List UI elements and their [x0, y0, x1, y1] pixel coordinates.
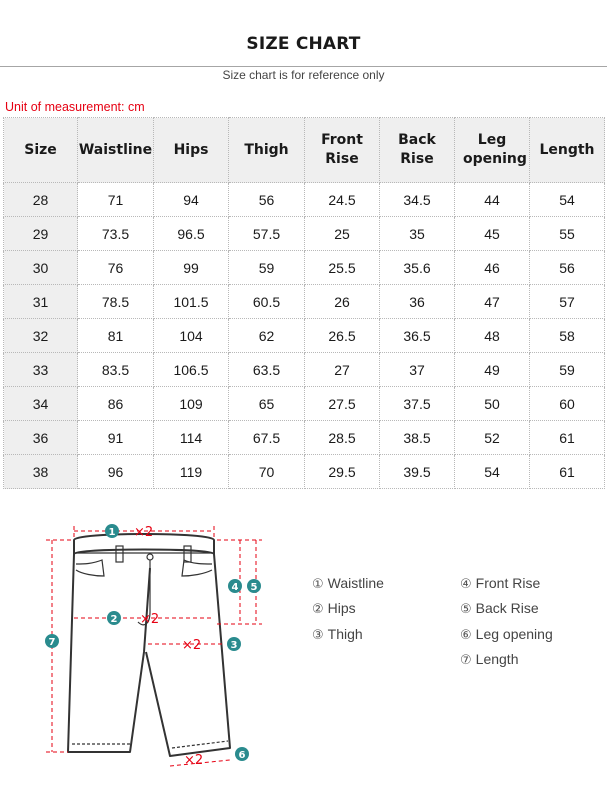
measurement-cell: 49 [455, 353, 530, 387]
marker-2-icon [107, 611, 121, 625]
measurement-cell: 83.5 [78, 353, 154, 387]
measurement-cell: 57.5 [229, 217, 305, 251]
table-row [4, 251, 605, 285]
measurement-cell: 54 [530, 183, 605, 217]
measurement-cell: 47 [455, 285, 530, 319]
size-cell: 36 [4, 421, 78, 455]
measurement-cell: 46 [455, 251, 530, 285]
measurement-cell: 99 [154, 251, 229, 285]
size-cell: 34 [4, 387, 78, 421]
legend-item-waistline: ① Waistline [312, 575, 384, 592]
measurement-cell: 63.5 [229, 353, 305, 387]
measurement-cell: 73.5 [78, 217, 154, 251]
size-cell: 33 [4, 353, 78, 387]
column-header-leg-opening: Leg opening [455, 118, 530, 183]
measurement-cell: 52 [455, 421, 530, 455]
table-row [4, 183, 605, 217]
measurement-cell: 37.5 [380, 387, 455, 421]
svg-text:4: 4 [231, 582, 239, 593]
size-cell: 30 [4, 251, 78, 285]
measurement-cell: 114 [154, 421, 229, 455]
svg-text:2: 2 [110, 614, 118, 625]
svg-text:7: 7 [48, 637, 56, 648]
measurement-cell: 44 [455, 183, 530, 217]
measurement-cell: 60.5 [229, 285, 305, 319]
size-cell: 38 [4, 455, 78, 489]
measurement-cell: 50 [455, 387, 530, 421]
legend-item-hips: ② Hips [312, 600, 356, 617]
measurement-cell: 81 [78, 319, 154, 353]
measurement-cell: 59 [229, 251, 305, 285]
measurement-cell: 25.5 [305, 251, 380, 285]
column-header-length: Length [530, 118, 605, 183]
measurement-cell: 39.5 [380, 455, 455, 489]
measurement-cell: 24.5 [305, 183, 380, 217]
measurement-cell: 65 [229, 387, 305, 421]
svg-text:3: 3 [230, 640, 238, 651]
legend-item-thigh: ③ Thigh [312, 626, 363, 643]
measurement-cell: 61 [530, 421, 605, 455]
measurement-cell: 55 [530, 217, 605, 251]
legend-item-length: ⑦ Length [460, 651, 519, 668]
marker-3-icon [227, 637, 241, 651]
table-row [4, 455, 605, 489]
measurement-cell: 26.5 [305, 319, 380, 353]
unit-note: Unit of measurement: cm [5, 100, 145, 114]
measurement-cell: 48 [455, 319, 530, 353]
measurement-cell: 71 [78, 183, 154, 217]
column-header-thigh: Thigh [229, 118, 305, 183]
measurement-cell: 35.6 [380, 251, 455, 285]
column-header-front-rise: Front Rise [305, 118, 380, 183]
page-title: SIZE CHART [246, 34, 361, 54]
measurement-cell: 67.5 [229, 421, 305, 455]
measurement-cell: 86 [78, 387, 154, 421]
measurement-cell: 60 [530, 387, 605, 421]
belt-loop-left [116, 546, 123, 562]
measurement-cell: 25 [305, 217, 380, 251]
size-cell: 31 [4, 285, 78, 319]
measurement-cell: 26 [305, 285, 380, 319]
measurement-cell: 104 [154, 319, 229, 353]
table-header-row [4, 118, 605, 183]
multiplier-hips: ×2 [140, 612, 160, 627]
measurement-cell: 94 [154, 183, 229, 217]
column-header-back-rise: Back Rise [380, 118, 455, 183]
svg-text:1: 1 [108, 527, 116, 538]
size-cell: 28 [4, 183, 78, 217]
right-leg-shape [146, 554, 230, 756]
measurement-cell: 57 [530, 285, 605, 319]
pants-diagram [22, 512, 272, 780]
measurement-cell: 96 [78, 455, 154, 489]
marker-4-icon [228, 579, 242, 593]
measurement-cell: 36.5 [380, 319, 455, 353]
marker-6-icon [235, 747, 249, 761]
size-cell: 29 [4, 217, 78, 251]
size-table [3, 117, 605, 489]
measurement-cell: 106.5 [154, 353, 229, 387]
measurement-cell: 76 [78, 251, 154, 285]
table-row [4, 217, 605, 251]
multiplier-thigh: ×2 [182, 638, 202, 653]
measurement-cell: 70 [229, 455, 305, 489]
measurement-cell: 62 [229, 319, 305, 353]
measurement-cell: 109 [154, 387, 229, 421]
marker-5-icon [247, 579, 261, 593]
measurement-cell: 78.5 [78, 285, 154, 319]
measurement-cell: 34.5 [380, 183, 455, 217]
column-header-waistline: Waistline [78, 118, 154, 183]
measurement-cell: 35 [380, 217, 455, 251]
size-cell: 32 [4, 319, 78, 353]
left-leg-shape [68, 554, 150, 752]
left-pocket [76, 560, 104, 576]
svg-text:5: 5 [250, 582, 258, 593]
measurement-cell: 37 [380, 353, 455, 387]
svg-text:6: 6 [238, 750, 246, 761]
measurement-cell: 27.5 [305, 387, 380, 421]
measurement-cell: 58 [530, 319, 605, 353]
measurement-cell: 61 [530, 455, 605, 489]
marker-7-icon [45, 634, 59, 648]
measurement-cell: 28.5 [305, 421, 380, 455]
table-row [4, 319, 605, 353]
measurement-cell: 56 [530, 251, 605, 285]
multiplier-leg-opening: ×2 [184, 753, 204, 768]
measurement-cell: 54 [455, 455, 530, 489]
legend-item-front-rise: ④ Front Rise [460, 575, 541, 592]
pants-outline [68, 534, 230, 756]
measurement-cell: 101.5 [154, 285, 229, 319]
table-row [4, 421, 605, 455]
page-subtitle: Size chart is for reference only [222, 68, 385, 82]
column-header-size: Size [4, 118, 78, 183]
table-row [4, 353, 605, 387]
title-divider [0, 66, 607, 67]
button [147, 554, 153, 560]
measurement-cell: 56 [229, 183, 305, 217]
legend-item-leg-opening: ⑥ Leg opening [460, 626, 553, 643]
table-row [4, 387, 605, 421]
measurement-cell: 96.5 [154, 217, 229, 251]
marker-1-icon [105, 524, 119, 538]
pants-details [72, 546, 228, 748]
measurement-cell: 59 [530, 353, 605, 387]
measurement-cell: 27 [305, 353, 380, 387]
legend-item-back-rise: ⑤ Back Rise [460, 600, 539, 617]
measurement-cell: 29.5 [305, 455, 380, 489]
table-row [4, 285, 605, 319]
belt-loop-right [184, 546, 191, 562]
measurement-cell: 91 [78, 421, 154, 455]
column-header-hips: Hips [154, 118, 229, 183]
measurement-cell: 45 [455, 217, 530, 251]
measurement-cell: 38.5 [380, 421, 455, 455]
multiplier-waistline: ×2 [134, 525, 154, 540]
measurement-cell: 119 [154, 455, 229, 489]
measurement-cell: 36 [380, 285, 455, 319]
